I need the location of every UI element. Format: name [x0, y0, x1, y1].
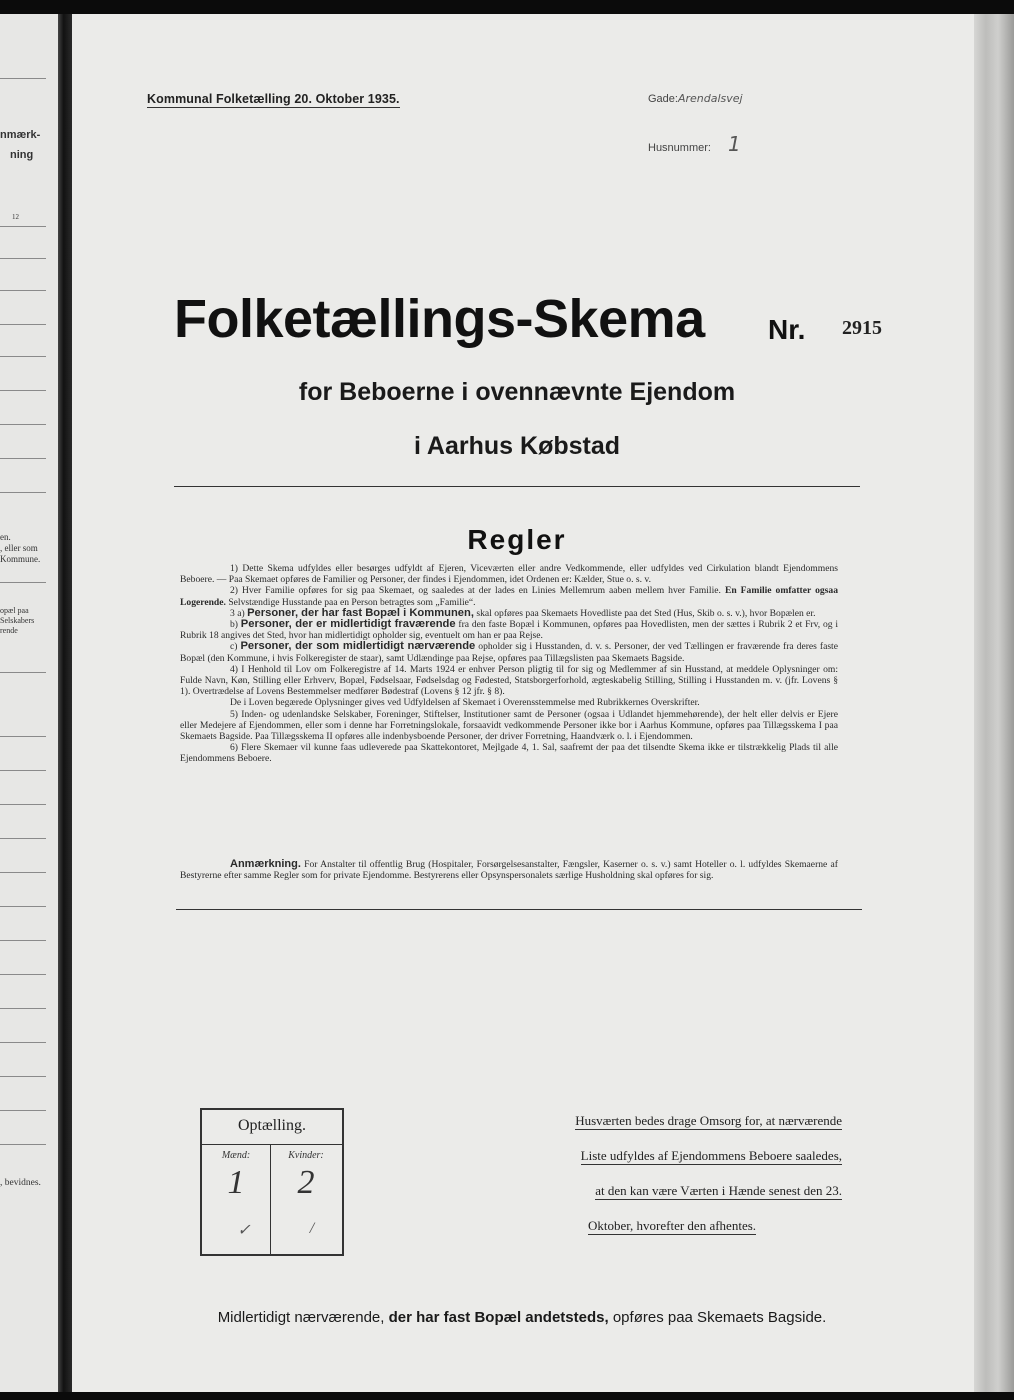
left-page-text: , bevidnes. [0, 1178, 41, 1188]
left-page-text: , eller som [0, 543, 38, 553]
form-title: Folketællings-Skema [174, 289, 705, 349]
left-page-text: rende [0, 626, 18, 635]
left-page-rule [0, 974, 46, 975]
left-page-rule [0, 492, 46, 493]
left-page-rule [0, 872, 46, 873]
left-page-rule [0, 424, 46, 425]
count-box-title: Optælling. [237, 1117, 306, 1134]
left-page-text: Selskabers [0, 616, 35, 625]
census-form-page [72, 14, 974, 1392]
left-page-rule [0, 1008, 46, 1009]
left-page-rule [0, 940, 46, 941]
left-page-rule [0, 1076, 46, 1077]
left-page-rule [0, 1144, 46, 1145]
rules-text [180, 563, 838, 765]
notice-line [522, 1218, 822, 1234]
left-page-text: en. [0, 532, 11, 542]
women-count: 2 [297, 1164, 315, 1201]
men-label: Mænd: [221, 1150, 251, 1161]
rule-3b-text: fra den faste Bopæl i Kommunen, opføres paa Hovedlisten, men der sættes i Rubrik 2 et Frv, og i Rubrik 18 angives det Sted, hvor han midlertidigt opholder sig, eventuelt om han er paa Rejse. [180, 619, 839, 642]
house-number-value: 1 [728, 132, 741, 156]
left-page-rule [0, 258, 46, 259]
book-gutter [58, 14, 72, 1392]
left-page-rule [0, 1110, 46, 1111]
rule-3b-number: b) [230, 619, 238, 631]
notice-line-text: Oktober, hvorefter den afhentes. [587, 1218, 757, 1233]
left-page-rule [0, 906, 46, 907]
form-number-label: Nr. [768, 314, 806, 345]
page-edge [974, 14, 1014, 1392]
footer-tail: opføres paa Skemaets Bagside. [612, 1309, 827, 1326]
left-page-rule [0, 290, 46, 291]
left-page-rule [0, 770, 46, 771]
rule-3a-number: 3 a) [230, 607, 245, 619]
left-page-text: Kommune. [0, 554, 41, 564]
left-page-text: nmærk- [0, 129, 41, 141]
house-number-label: Husnummer: [648, 142, 711, 154]
left-page-text: ning [10, 149, 34, 161]
street-field [648, 92, 743, 105]
street-value: Arendalsvej [677, 92, 743, 105]
rule-2 [180, 585, 838, 607]
left-page-text: opæl paa [0, 606, 29, 615]
left-page-rule [0, 226, 46, 227]
rule-3b-bold: Personer, der er midlertidigt fraværende [240, 618, 456, 631]
notice-line [502, 1183, 842, 1199]
left-page-rule [0, 582, 46, 583]
divider [174, 486, 860, 487]
rule-3b [180, 619, 838, 641]
form-number: 2915 [842, 317, 882, 339]
men-count: 1 [227, 1164, 245, 1201]
count-box [200, 1108, 344, 1256]
rule-1: 1) Dette Skema udfyldes eller besørges udfyldt af Ejeren, Viceværten eller andre Vedkommende, eller udfyldes ved Cirkulation blandt Ejendommens Beboere. — Paa Skemaet opføres de Familier og Personer, der findes i Ejendommen, idet Ordenen er: Kælder, Stue o. s. v. [180, 563, 838, 586]
note-paragraph [180, 859, 838, 881]
left-page-rule [0, 804, 46, 805]
notice-line-text: at den kan være Værten i Hænde senest den 23. [595, 1183, 842, 1198]
notice-line-text: Liste udfyldes af Ejendommens Beboere saaledes, [580, 1148, 842, 1163]
notice-line [502, 1113, 842, 1129]
footer-text: Midlertidigt nærværende, [217, 1309, 385, 1326]
left-page-rule [0, 356, 46, 357]
left-page-rule [0, 736, 46, 737]
rule-6: 6) Flere Skemaer vil kunne faas udleverede paa Skattekontoret, Mejlgade 4, 1. Sal, saafremt der paa det tilsendte Skema ikke er tilstrækkelig Plads til alle Ejendommens Beboere. [180, 742, 838, 765]
left-page-rule [0, 458, 46, 459]
rule-5: 5) Inden- og udenlandske Selskaber, Foreninger, Stiftelser, Institutioner samt de Personer (ogsaa i Udlandet hjemmehørende), der helt eller delvis er Ejere eller Medejere af Ejendommen, eller som i denne har Forretningslokale, forsaavidt vedkommende Personer ikke bor i Aarhus Kommune, opføres paa Tillægsskema I paa Skemaets Bagside. Paa Tillægsskema II opføres alle indenbysboende Personer, der driver Forretning, Haandværk o. l. i Ejendommen. [180, 708, 838, 743]
left-page-text: 12 [12, 213, 19, 221]
rule-4b: De i Loven begærede Oplysninger gives ved Udfyldelsen af Skemaet i Overensstemmelse med Rubrikkernes Overskrifter. [230, 697, 700, 709]
rule-2-text: 2) Hver Familie opføres for sig paa Skemaet, og saaledes at der lades en Linies Mellemrum aaben mellem hver Familie. [230, 585, 721, 597]
rule-2-tail: Selvstændige Husstande paa en Person betragtes som „Familie“. [228, 596, 476, 608]
form-location: i Aarhus Købstad [413, 432, 621, 460]
footer-note [172, 1309, 872, 1326]
house-number-field [648, 132, 741, 156]
note-label: Anmærkning. [230, 858, 301, 870]
left-page-rule [0, 838, 46, 839]
men-check-mark: ✓ [237, 1222, 251, 1239]
rule-3a-bold: Personer, der har fast Bopæl i Kommunen, [247, 606, 474, 619]
street-label: Gade: [648, 93, 678, 105]
left-page-rule [0, 672, 46, 673]
rule-3a-text: skal opføres paa Skemaets Hovedliste paa det Sted (Hus, Skib o. s. v.), hvor Bopælen er. [476, 607, 816, 619]
left-page-rule [0, 324, 46, 325]
rule-4: 4) I Henhold til Lov om Folkeregistre af 14. Marts 1924 er enhver Person pligtig til for sig og Medlemmer af sin Husstand, at meddele Oplysninger om: Fulde Navn, Køn, Stilling eller Erhverv, Bopæl, Fødselsaar, Fødselsdag og Fødested, Statsborgerforhold, ægteskabelig Stilling, Stilling i Husstanden m. v. (jfr. Lovens § 1). Overtrædelse af Lovens Bestemmelser medfører Bødestraf (Lovens § 12 jfr. § 8). [180, 663, 838, 698]
census-header: Kommunal Folketælling 20. Oktober 1935. [147, 92, 400, 106]
rule-3c-text: opholder sig i Husstanden, d. v. s. Personer, der ved Tællingen er fraværende fra deres faste Bopæl (den Kommune, i hvis Folkeregister de staar), samt Udlændinge paa Rejse, opføres paa Tillægslisten paa Skemaets Bagside. [180, 641, 838, 664]
left-page-rule [0, 390, 46, 391]
notice-line-text: Husværten bedes drage Omsorg for, at nærværende [575, 1113, 842, 1128]
rules-heading: Regler [467, 524, 567, 555]
left-page-rule [0, 1042, 46, 1043]
women-check-mark: / [309, 1220, 315, 1237]
note-text: For Anstalter til offentlig Brug (Hospitaler, Forsørgelsesanstalter, Fængsler, Kaserner o. s. v.) samt Hoteller o. l. udfyldes Skemaerne af Bestyrerne efter samme Regler som for private Ejendomme. Bestyrerens eller Opsynspersonalets særlige Husholdning skal opføres for sig. [180, 859, 838, 882]
rule-3c-number: c) [230, 641, 238, 653]
form-subtitle: for Beboerne i ovennævnte Ejendom [298, 378, 736, 406]
count-box-separator [202, 1144, 342, 1145]
rule-3c-bold: Personer, der som midlertidigt nærværende [240, 640, 476, 653]
rule-3c [180, 641, 838, 663]
divider [176, 909, 862, 910]
notice-line [502, 1148, 842, 1164]
rule-2-bold: En Familie omfatter ogsaa Logerende. [180, 585, 838, 608]
footer-bold: der har fast Bopæl andetsteds, [388, 1309, 609, 1326]
left-page-rule [0, 78, 46, 79]
women-label: Kvinder: [288, 1150, 324, 1161]
left-facing-page [0, 14, 58, 1392]
